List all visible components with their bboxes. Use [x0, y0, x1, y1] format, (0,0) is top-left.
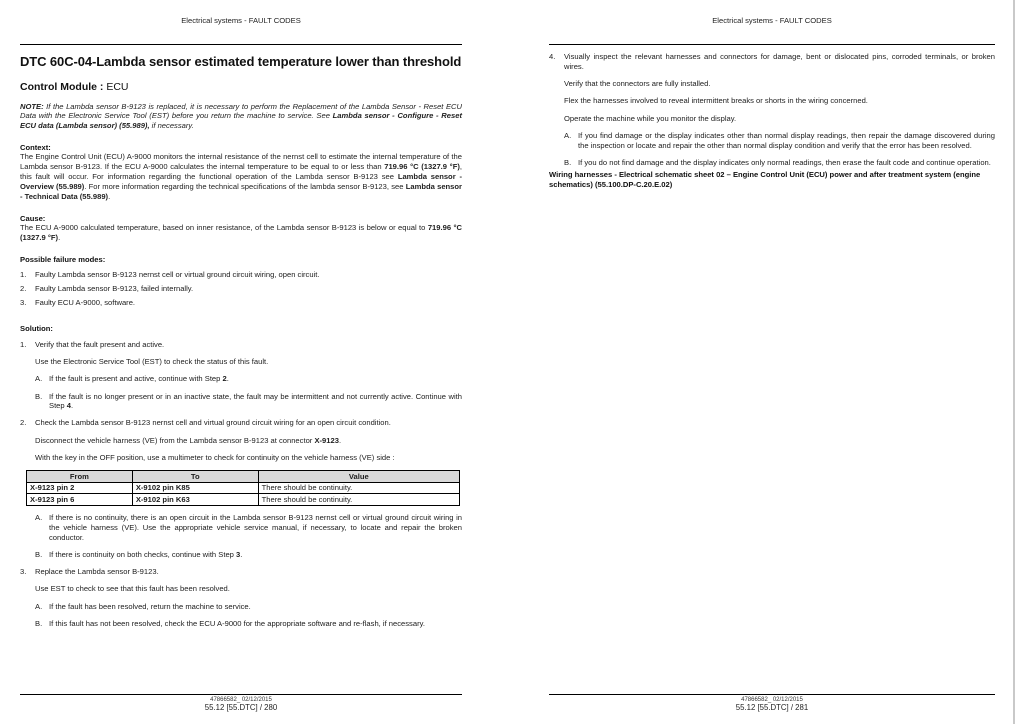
table-cell: There should be continuity.: [258, 494, 459, 506]
step-number: 1.: [20, 339, 27, 349]
step-text: Check the Lambda sensor B-9123 nernst cell and virtual ground circuit wiring for an open circuit condition.: [35, 418, 391, 428]
footer-rule: [20, 694, 462, 695]
list-number: 2.: [20, 283, 27, 293]
footer-page-number: 55.12 [55.DTC] / 280: [204, 703, 278, 712]
substep-a: [35, 374, 462, 384]
table-row: [27, 482, 460, 494]
step-paragraph: Operate the machine while you monitor the display.: [564, 113, 737, 123]
substep-letter: A.: [564, 130, 572, 140]
substep-letter: A.: [35, 601, 43, 611]
step-text: Visually inspect the relevant harnesses and connectors for damage, bent or dislocated pins, corroded terminals, or broken wires.: [564, 52, 995, 71]
step-body: [30, 435, 462, 561]
step-body: [564, 79, 995, 168]
table-cell: X-9102 pin K85: [132, 482, 258, 494]
table-cell: X-9123 pin 6: [27, 494, 133, 506]
failure-mode-text: Faulty Lambda sensor B-9123 nernst cell or virtual ground circuit wiring, open circuit.: [35, 269, 320, 279]
substep-letter: B.: [564, 158, 572, 168]
substep-a: [564, 131, 995, 151]
step-paragraph: Flex the harnesses involved to reveal intermittent breaks or shorts in the wiring concerned.: [564, 96, 868, 106]
context-heading: Context:: [20, 143, 51, 153]
continuity-table: [26, 470, 460, 506]
table-header-cell: To: [132, 471, 258, 483]
substep-letter: A.: [35, 513, 43, 523]
page-280: [0, 0, 510, 724]
substep-text: If you do not find damage and the display indicates only normal readings, then erase the fault code and continue operation.: [578, 158, 991, 168]
failure-mode-item: [20, 298, 462, 308]
substep-b: [564, 158, 995, 168]
substep-letter: B.: [35, 550, 43, 560]
table-cell: There should be continuity.: [258, 482, 459, 494]
solution-step-1: [20, 340, 462, 411]
step-number: 3.: [20, 567, 27, 577]
substep-text: If this fault has not been resolved, check the ECU A-9000 for the appropriate software and re-flash, if necessary.: [49, 618, 425, 628]
substep-text: If you find damage or the display indicates other than normal display readings, then repair the damage discovered during the inspection or locate and repair the other than normal display condition and verify that the error has been resolved.: [578, 130, 995, 150]
table-cell: X-9123 pin 2: [27, 482, 133, 494]
footer-ref: 47866582_ 02/12/2015: [210, 696, 272, 703]
table-header-row: [27, 471, 460, 483]
substep-text: If there is continuity on both checks, continue with Step 3.: [49, 550, 243, 560]
step-number: 4.: [549, 52, 556, 61]
substep-text: If the fault is no longer present or in an inactive state, the fault may be intermittent and not currently active. Continue with Step 4.: [49, 391, 462, 411]
list-number: 1.: [20, 269, 27, 279]
substep-a: [35, 602, 462, 612]
step-text: Verify that the fault present and active.: [35, 339, 165, 349]
substep-text: If the fault has been resolved, return the machine to service.: [49, 601, 251, 611]
step-text: Replace the Lambda sensor B-9123.: [35, 567, 159, 577]
wiring-harnesses-reference: Wiring harnesses - Electrical schematic sheet 02 – Engine Control Unit (ECU) power and after treatment system (engine schematics) (55.100.DP-C.20.E.02): [549, 169, 981, 189]
step-paragraph: Use EST to check to see that this fault has been resolved.: [35, 584, 230, 594]
substep-letter: B.: [35, 618, 43, 628]
failure-modes-heading: Possible failure modes:: [20, 254, 106, 264]
table-row: [27, 494, 460, 506]
failure-mode-text: Faulty ECU A-9000, software.: [35, 297, 136, 307]
substep-a: [35, 513, 462, 542]
table-header-cell: From: [27, 471, 133, 483]
step-head: [549, 52, 995, 72]
step-head: [20, 418, 462, 428]
step-head: [20, 567, 462, 577]
step-paragraph: Verify that the connectors are fully installed.: [564, 79, 711, 89]
substep-text: If there is no continuity, there is an open circuit in the Lambda sensor B-9123 nernst cell or virtual ground circuit wiring in the vehicle harness (VE). Use the appropriate vehicle service manual, if necessary, to locate and repair the broken conductor.: [49, 513, 462, 542]
step-paragraph: With the key in the OFF position, use a multimeter to check for continuity on the vehicle harness (VE) side :: [35, 452, 395, 462]
page-edge-line: [1013, 0, 1015, 724]
header-rule: [20, 44, 462, 45]
page-footer: [549, 694, 995, 713]
substep-b: [35, 619, 462, 629]
control-module-line: Control Module : ECU: [20, 80, 129, 93]
solution-step-4: [549, 52, 995, 168]
footer-rule: [549, 694, 995, 695]
footer-ref: 47866582_ 02/12/2015: [741, 696, 803, 703]
step-number: 2.: [20, 418, 27, 428]
page-footer: [20, 694, 462, 713]
table-cell: X-9102 pin K63: [132, 494, 258, 506]
failure-mode-item: [20, 270, 462, 280]
failure-modes-list: [20, 270, 462, 308]
failure-mode-item: [20, 284, 462, 294]
step-paragraph: Use the Electronic Service Tool (EST) to check the status of this fault.: [35, 357, 269, 367]
note-paragraph: NOTE: If the Lambda sensor B-9123 is replaced, it is necessary to perform the Replacement of the Lambda Sensor - Reset ECU Data with the Electronic Service Tool (EST) before you return the machine to service. See Lambda sensor - Configure - Reset ECU data (Lambda sensor) (55.989), if necessary.: [20, 101, 462, 131]
table-header-cell: Value: [258, 471, 459, 483]
dtc-title: DTC 60C-04-Lambda sensor estimated temperature lower than threshold: [20, 54, 462, 69]
step-paragraph: Disconnect the vehicle harness (VE) from the Lambda sensor B-9123 at connector X-9123.: [35, 435, 342, 445]
substep-text: If the fault is present and active, continue with Step 2.: [49, 374, 229, 384]
step-head: [20, 340, 462, 350]
list-number: 3.: [20, 297, 27, 307]
footer-page-number: 55.12 [55.DTC] / 281: [735, 703, 809, 712]
page-header: Electrical systems - FAULT CODES: [181, 16, 301, 25]
context-paragraph: The Engine Control Unit (ECU) A-9000 monitors the internal resistance of the nernst cell to estimate the internal temperature of the Lambda sensor B-9123. If the ECU A-9000 calculates the internal temperature to be equal to or less than 719.96 °C (1327.9 °F), this fault will occur. For information regarding the functional operation of the Lambda sensor B-9123 see Lambda sensor - Overview (55.989). For more information regarding the technical specifications of the lambda sensor B-9123, see Lambda sensor - Technical Data (55.989).: [20, 152, 463, 201]
cause-paragraph: The ECU A-9000 calculated temperature, based on inner resistance, of the Lambda sensor B-9123 is below or equal to 719.96 °C (1327.9 °F).: [20, 222, 462, 242]
page-header: Electrical systems - FAULT CODES: [712, 16, 832, 25]
substep-letter: A.: [35, 374, 43, 384]
failure-mode-text: Faulty Lambda sensor B-9123, failed internally.: [35, 283, 194, 293]
solution-step-3: [20, 567, 462, 629]
header-rule: [549, 44, 995, 45]
page-281: [510, 0, 1021, 724]
cause-heading: Cause:: [20, 213, 46, 223]
substep-b: [35, 550, 462, 560]
solution-heading: Solution:: [20, 323, 53, 333]
substep-b: [35, 392, 462, 412]
step-body: [35, 584, 462, 628]
solution-step-2: [20, 418, 462, 560]
step-body: [35, 357, 462, 411]
substep-letter: B.: [35, 391, 43, 401]
